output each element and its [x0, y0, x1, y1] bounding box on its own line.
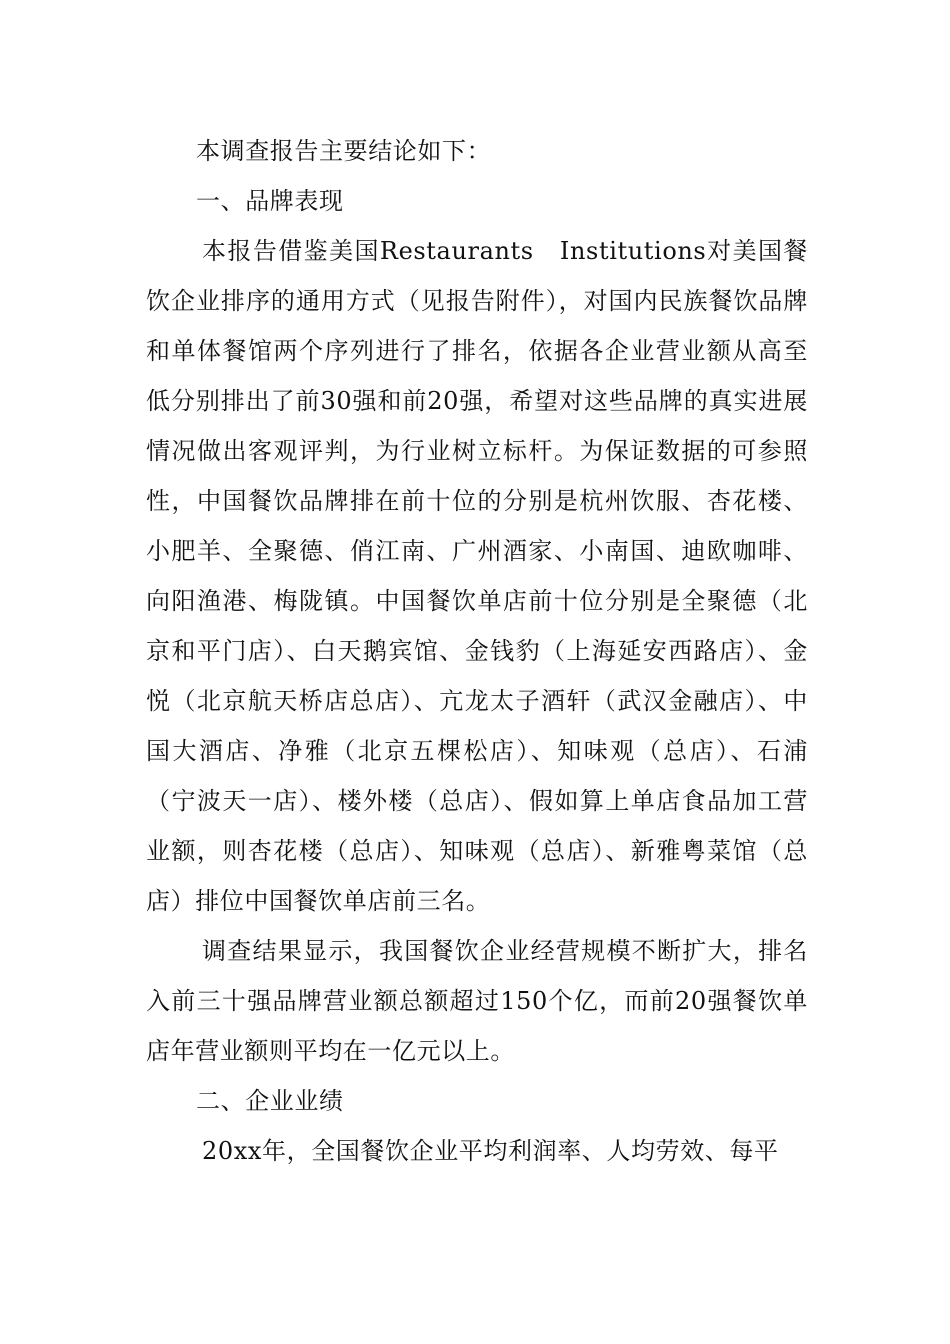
body-paragraph: 本报告借鉴美国Restaurants Institutions对美国餐饮企业排序的通用方式（见报告附件），对国内民族餐饮品牌和单体餐馆两个序列进行了排名，依据各企业营业额从高至低分别排出了前30强和前20强，希望对这些品牌的真实进展情况做出客观评判，为行业树立标杆。为保证数据的可参照性，中国餐饮品牌排在前十位的分别是杭州饮服、杏花楼、小肥羊、全聚德、俏江南、广州酒家、小南国、迪欧咖啡、向阳渔港、梅陇镇。中国餐饮单店前十位分别是全聚德（北京和平门店）、白天鹅宾馆、金钱豹（上海延安西路店）、金悦（北京航天桥店总店）、亢龙太子酒轩（武汉金融店）、中国大酒店、净雅（北京五棵松店）、知味观（总店）、石浦（宁波天一店）、楼外楼（总店）、假如算上单店食品加工营业额，则杏花楼（总店）、知味观（总店）、新雅粤菜馆（总店）排位中国餐饮单店前三名。 — [146, 237, 808, 915]
document-body — [146, 126, 808, 1176]
intro-paragraph: 本调查报告主要结论如下： — [196, 137, 492, 165]
body-paragraph: 20xx年，全国餐饮企业平均利润率、人均劳效、每平 — [202, 1137, 779, 1165]
section-heading-performance: 二、企业业绩 — [196, 1087, 344, 1115]
section-heading-brand: 一、品牌表现 — [196, 187, 344, 215]
body-paragraph: 调查结果显示，我国餐饮企业经营规模不断扩大，排名入前三十强品牌营业额总额超过150个亿，而前20强餐饮单店年营业额则平均在一亿元以上。 — [146, 937, 808, 1065]
